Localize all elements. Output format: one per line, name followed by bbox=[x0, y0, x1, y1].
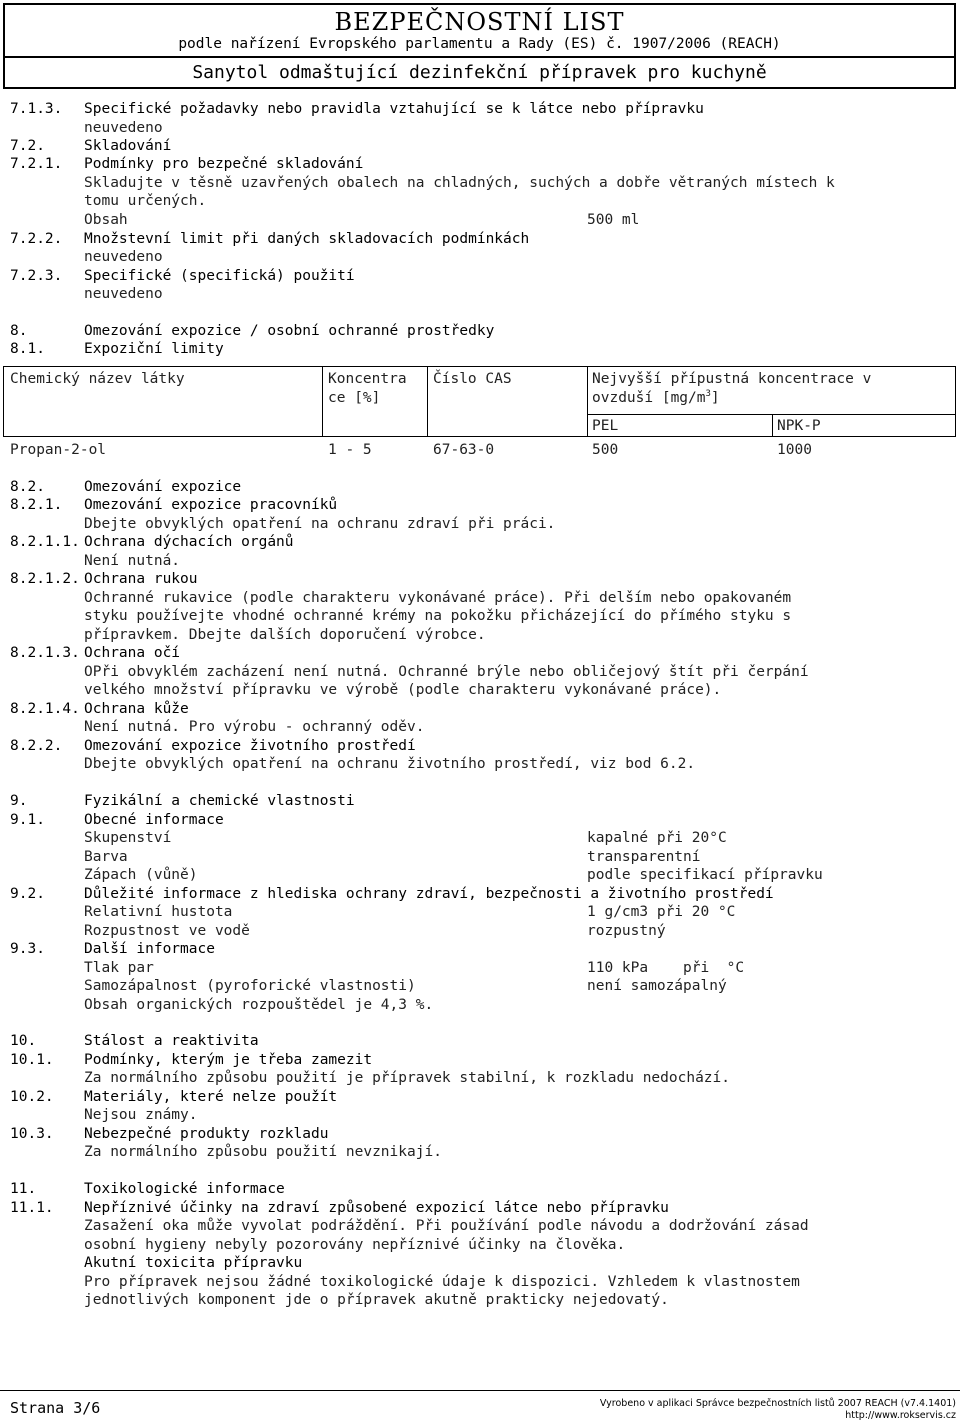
section-title: Toxikologické informace bbox=[84, 1181, 285, 1197]
section-title: Omezování expozice pracovníků bbox=[84, 497, 338, 513]
section-title: Omezování expozice životního prostředí bbox=[84, 738, 416, 754]
section-title: Materiály, které nelze použít bbox=[84, 1089, 338, 1105]
section-number: 8.2.1. bbox=[10, 497, 63, 513]
section-title: Ochrana dýchacích orgánů bbox=[84, 534, 294, 550]
section-number: 8.2.1.3. bbox=[10, 645, 80, 661]
section-number: 10.1. bbox=[10, 1052, 54, 1068]
section-text: Ochranné rukavice (podle charakteru vykonávané práce). Při delším nebo opakovaném bbox=[84, 590, 792, 606]
table-border bbox=[427, 366, 428, 437]
section-number: 7.2.2. bbox=[10, 231, 63, 247]
section-number: 9.2. bbox=[10, 886, 45, 902]
section-text: Není nutná. Pro výrobu - ochranný oděv. bbox=[84, 719, 425, 735]
property-label: Relativní hustota bbox=[84, 904, 233, 920]
section-text: tomu určených. bbox=[84, 193, 207, 209]
section-title: Fyzikální a chemické vlastnosti bbox=[84, 793, 355, 809]
section-title: Ochrana očí bbox=[84, 645, 181, 661]
section-text: neuvedeno bbox=[84, 249, 163, 265]
table-border bbox=[772, 414, 773, 437]
column-header-limit: Nejvyšší přípustná koncentrace v bbox=[592, 371, 872, 387]
section-title: Stálost a reaktivita bbox=[84, 1033, 259, 1049]
section-number: 9.1. bbox=[10, 812, 45, 828]
section-number: 7.2.3. bbox=[10, 268, 63, 284]
section-title: Podmínky pro bezpečné skladování bbox=[84, 156, 364, 172]
section-text: osobní hygieny nebyly pozorovány nepříznivé účinky na člověka. bbox=[84, 1237, 626, 1253]
section-number: 9. bbox=[10, 793, 28, 809]
section-title: Další informace bbox=[84, 941, 215, 957]
section-title: Specifické (specifická) použití bbox=[84, 268, 355, 284]
property-value: transparentní bbox=[587, 849, 701, 865]
table-border bbox=[587, 366, 588, 437]
section-number: 11.1. bbox=[10, 1200, 54, 1216]
section-text: Obsah organických rozpouštědel je 4,3 %. bbox=[84, 997, 434, 1013]
table-cell-cas: 67-63-0 bbox=[433, 442, 495, 458]
section-text: styku používejte vhodné ochranné krémy na pokožku přicházející do přímého styku s bbox=[84, 608, 792, 624]
section-text: Dbejte obvyklých opatření na ochranu zdraví při práci. bbox=[84, 516, 556, 532]
property-label: Tlak par bbox=[84, 960, 154, 976]
section-number: 7.1.3. bbox=[10, 101, 63, 117]
section-number: 8.2. bbox=[10, 479, 45, 495]
section-text: neuvedeno bbox=[84, 120, 163, 136]
section-number: 10. bbox=[10, 1033, 37, 1049]
section-title: Nebezpečné produkty rozkladu bbox=[84, 1126, 329, 1142]
section-title: Obecné informace bbox=[84, 812, 224, 828]
column-header-npk: NPK-P bbox=[777, 418, 821, 434]
column-header-name: Chemický název látky bbox=[10, 371, 185, 387]
subsection-title: Akutní toxicita přípravku bbox=[84, 1255, 303, 1271]
section-title: Expoziční limity bbox=[84, 341, 224, 357]
page-number: Strana 3/6 bbox=[10, 1399, 101, 1417]
column-header-cas: Číslo CAS bbox=[433, 371, 512, 387]
section-title: Skladování bbox=[84, 138, 172, 154]
section-text: Dbejte obvyklých opatření na ochranu životního prostředí, viz bod 6.2. bbox=[84, 756, 696, 772]
section-number: 8.1. bbox=[10, 341, 45, 357]
section-title: Ochrana rukou bbox=[84, 571, 198, 587]
table-cell-npk: 1000 bbox=[777, 442, 812, 458]
column-header-concentration: ce [%] bbox=[328, 390, 381, 406]
section-number: 7.2.1. bbox=[10, 156, 63, 172]
section-text: jednotlivých komponent jde o přípravek akutně prakticky nejedovatý. bbox=[84, 1292, 669, 1308]
document-title: BEZPEČNOSTNÍ LIST bbox=[334, 8, 625, 36]
property-label: Barva bbox=[84, 849, 128, 865]
property-value: 110 kPa při °C bbox=[587, 960, 745, 976]
section-text: Není nutná. bbox=[84, 553, 181, 569]
section-number: 7.2. bbox=[10, 138, 45, 154]
section-text: přípravkem. Dbejte dalších doporučení výrobce. bbox=[84, 627, 486, 643]
section-title: Důležité informace z hlediska ochrany zdraví, bezpečnosti a životního prostředí bbox=[84, 886, 774, 902]
section-number: 10.3. bbox=[10, 1126, 54, 1142]
property-value: rozpustný bbox=[587, 923, 666, 939]
section-number: 8.2.1.1. bbox=[10, 534, 80, 550]
property-value: kapalné při 20°C bbox=[587, 830, 727, 846]
table-border bbox=[3, 436, 956, 437]
obsah-label: Obsah bbox=[84, 212, 128, 228]
section-title: Omezování expozice bbox=[84, 479, 242, 495]
section-title: Ochrana kůže bbox=[84, 701, 189, 717]
document-subtitle: podle nařízení Evropského parlamentu a Rady (ES) č. 1907/2006 (REACH) bbox=[178, 36, 781, 52]
property-value: 1 g/cm3 při 20 °C bbox=[587, 904, 736, 920]
table-border bbox=[322, 366, 323, 437]
property-label: Samozápalnost (pyroforické vlastnosti) bbox=[84, 978, 416, 994]
property-value: podle specifikací přípravku bbox=[587, 867, 823, 883]
obsah-value: 500 ml bbox=[587, 212, 640, 228]
section-number: 8.2.1.2. bbox=[10, 571, 80, 587]
product-name: Sanytol odmaštující dezinfekční přípravek pro kuchyně bbox=[3, 58, 956, 89]
column-header-pel: PEL bbox=[592, 418, 619, 434]
property-label: Zápach (vůně) bbox=[84, 867, 198, 883]
section-number: 8.2.1.4. bbox=[10, 701, 80, 717]
section-title: Omezování expozice / osobní ochranné prostředky bbox=[84, 323, 495, 339]
property-label: Rozpustnost ve vodě bbox=[84, 923, 250, 939]
column-header-limit: ovzduší $[mg/m^3]$ bbox=[592, 389, 720, 406]
section-number: 9.3. bbox=[10, 941, 45, 957]
table-border bbox=[955, 366, 956, 437]
section-number: 10.2. bbox=[10, 1089, 54, 1105]
section-text: Za normálního způsobu použití je přípravek stabilní, k rozkladu nedochází. bbox=[84, 1070, 731, 1086]
section-text: Za normálního způsobu použití nevznikají. bbox=[84, 1144, 442, 1160]
property-label: Skupenství bbox=[84, 830, 172, 846]
document-header bbox=[3, 3, 956, 58]
property-value: není samozápalný bbox=[587, 978, 727, 994]
section-number: 8.2.2. bbox=[10, 738, 63, 754]
section-title: Nepříznivé účinky na zdraví způsobené expozicí látce nebo přípravku bbox=[84, 1200, 669, 1216]
table-cell-pel: 500 bbox=[592, 442, 619, 458]
footer-url-link[interactable]: http://www.rokservis.cz bbox=[845, 1410, 956, 1421]
column-header-concentration: Koncentra bbox=[328, 371, 407, 387]
table-border bbox=[3, 366, 4, 437]
section-title: Množstevní limit při daných skladovacích podmínkách bbox=[84, 231, 530, 247]
section-title: Specifické požadavky nebo pravidla vztahující se k látce nebo přípravku bbox=[84, 101, 704, 117]
section-text: velkého množství přípravku ve výrobě (podle charakteru vykonávané práce). bbox=[84, 682, 722, 698]
footer-producer: Vyrobeno v aplikaci Správce bezpečnostních listů 2007 REACH (v7.4.1401) bbox=[599, 1398, 956, 1409]
section-title: Podmínky, kterým je třeba zamezit bbox=[84, 1052, 373, 1068]
table-cell-concentration: 1 - 5 bbox=[328, 442, 372, 458]
section-text: Skladujte v těsně uzavřených obalech na chladných, suchých a dobře větraných místech k bbox=[84, 175, 835, 191]
section-text: Zasažení oka může vyvolat podráždění. Při používání podle návodu a dodržování zásad bbox=[84, 1218, 809, 1234]
footer-divider bbox=[0, 1390, 960, 1391]
section-text: Nejsou známy. bbox=[84, 1107, 198, 1123]
section-text: Pro přípravek nejsou žádné toxikologické údaje k dispozici. Vzhledem k vlastnostem bbox=[84, 1274, 800, 1290]
table-border bbox=[3, 366, 956, 367]
section-number: 11. bbox=[10, 1181, 37, 1197]
table-cell-name: Propan-2-ol bbox=[10, 442, 107, 458]
section-text: neuvedeno bbox=[84, 286, 163, 302]
section-text: OPři obvyklém zacházení není nutná. Ochranné brýle nebo obličejový štít při čerpání bbox=[84, 664, 809, 680]
section-number: 8. bbox=[10, 323, 28, 339]
